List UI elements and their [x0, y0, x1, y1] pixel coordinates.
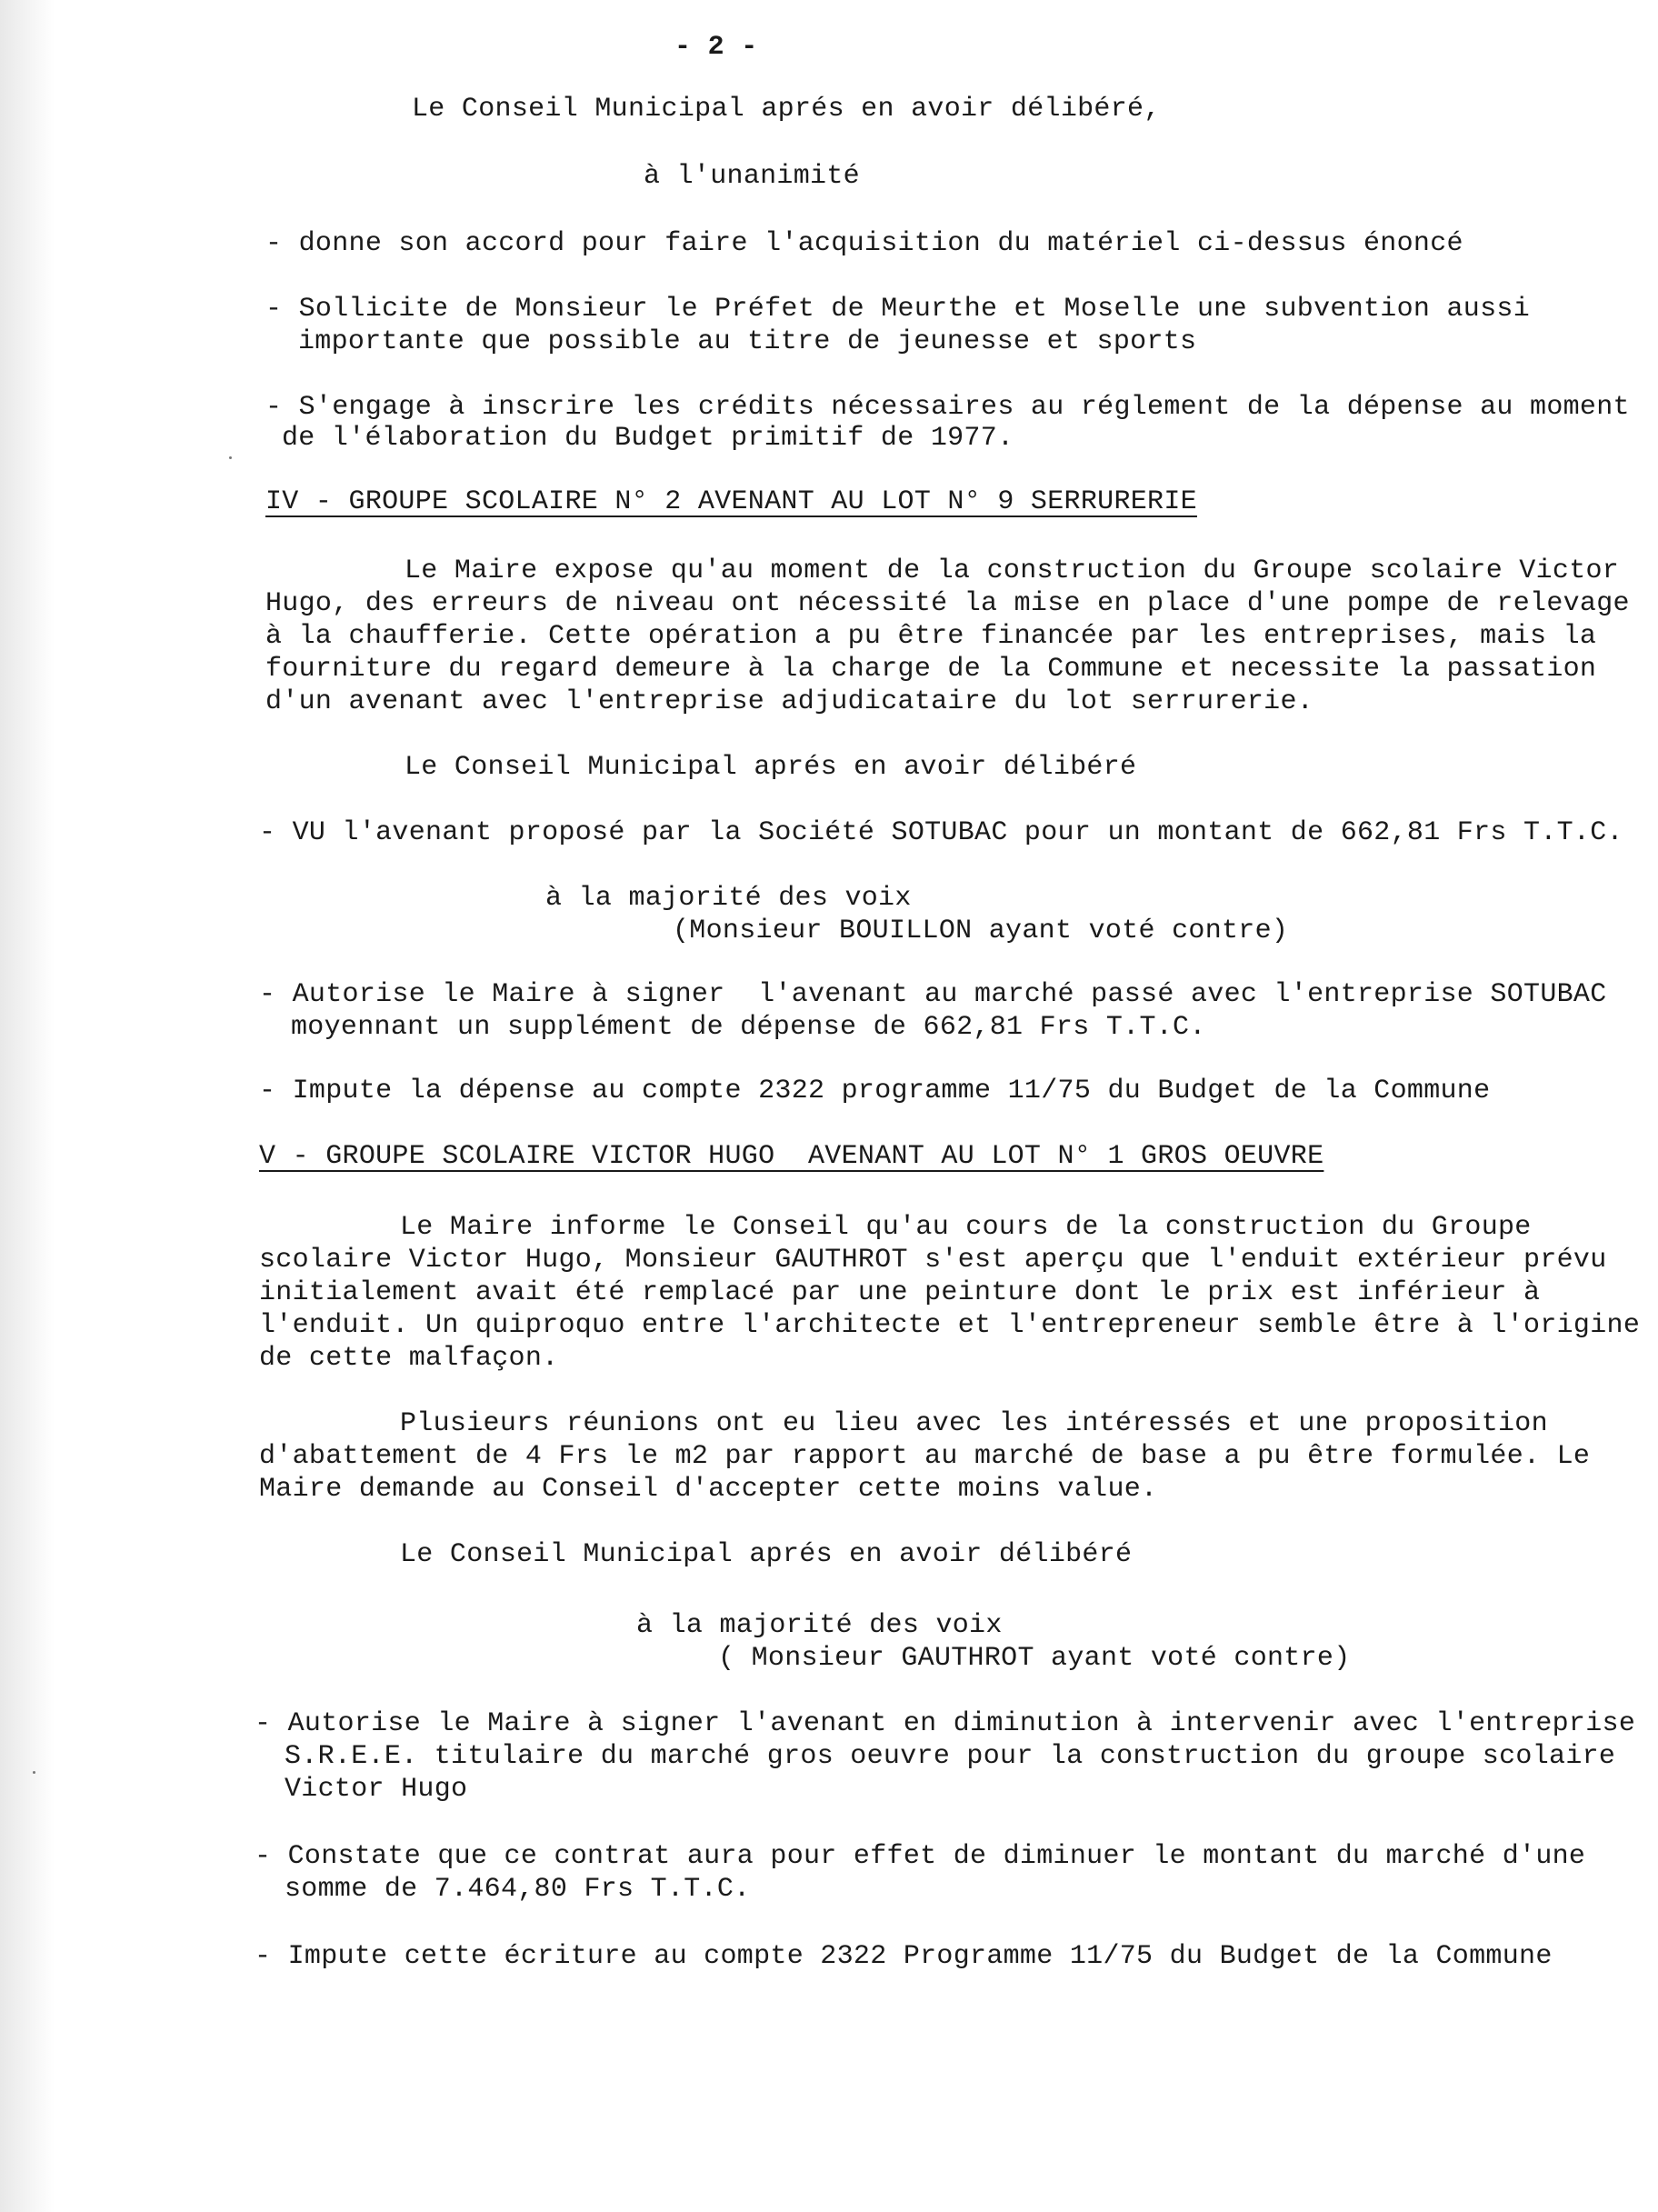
text-line: à la chaufferie. Cette opération a pu être financée par les entreprises, mais la	[265, 621, 1597, 652]
text-line: Le Maire informe le Conseil qu'au cours de la construction du Groupe	[400, 1212, 1532, 1243]
text-line: à la majorité des voix	[545, 883, 912, 914]
list-item: - donne son accord pour faire l'acquisition du matériel ci-dessus énoncé	[265, 228, 1463, 259]
list-item: - S'engage à inscrire les crédits nécessaires au réglement de la dépense au moment	[265, 392, 1630, 423]
page-number: - 2 -	[674, 32, 758, 63]
list-item: - Impute cette écriture au compte 2322 Programme 11/75 du Budget de la Commune	[255, 1941, 1553, 1972]
text-line: initialement avait été remplacé par une peinture dont le prix est inférieur à	[259, 1277, 1541, 1308]
text-line: S.R.E.E. titulaire du marché gros oeuvre pour la construction du groupe scolaire	[285, 1741, 1616, 1772]
list-item: - Autorise le Maire à signer l'avenant au marché passé avec l'entreprise SOTUBAC	[259, 979, 1607, 1010]
text-line: l'enduit. Un quiproquo entre l'architecte et l'entrepreneur semble être à l'origine	[259, 1310, 1641, 1341]
text-line: Victor Hugo	[285, 1774, 468, 1805]
text-line: Le Conseil Municipal aprés en avoir délibéré	[400, 1539, 1133, 1570]
text-line: moyennant un supplément de dépense de 662,81 Frs T.T.C.	[291, 1012, 1206, 1043]
text-line: ( Monsieur GAUTHROT ayant voté contre)	[718, 1643, 1351, 1674]
text-line: importante que possible au titre de jeunesse et sports	[298, 326, 1197, 357]
text-line: Le Maire expose qu'au moment de la construction du Groupe scolaire Victor	[405, 556, 1620, 586]
text-line: Le Conseil Municipal aprés en avoir délibéré	[405, 752, 1137, 783]
text-line: (Monsieur BOUILLON ayant voté contre)	[673, 916, 1289, 946]
text-line: scolaire Victor Hugo, Monsieur GAUTHROT s'est aperçu que l'enduit extérieur prévu	[259, 1245, 1607, 1276]
text-line: Hugo, des erreurs de niveau ont nécessité la mise en place d'une pompe de relevage	[265, 588, 1630, 619]
text-line: de cette malfaçon.	[259, 1343, 559, 1374]
text-line: Le Conseil Municipal aprés en avoir délibéré,	[412, 94, 1161, 125]
list-item: - Autorise le Maire à signer l'avenant en diminution à intervenir avec l'entreprise	[255, 1708, 1636, 1739]
scan-speck	[229, 456, 232, 459]
text-line: à l'unanimité	[644, 161, 860, 192]
text-line: Plusieurs réunions ont eu lieu avec les intéressés et une proposition	[400, 1408, 1548, 1439]
text-line: d'abattement de 4 Frs le m2 par rapport au marché de base a pu être formulée. Le	[259, 1441, 1591, 1472]
list-item: - Constate que ce contrat aura pour effet de diminuer le montant du marché d'une	[255, 1841, 1586, 1872]
list-item: - Sollicite de Monsieur le Préfet de Meurthe et Moselle une subvention aussi	[265, 294, 1531, 325]
text-line: somme de 7.464,80 Frs T.T.C.	[285, 1874, 751, 1905]
text-line: à la majorité des voix	[636, 1610, 1003, 1641]
list-item: - VU l'avenant proposé par la Société SOTUBAC pour un montant de 662,81 Frs T.T.C.	[259, 817, 1623, 848]
text-line: d'un avenant avec l'entreprise adjudicataire du lot serrurerie.	[265, 686, 1314, 717]
section-heading: V - GROUPE SCOLAIRE VICTOR HUGO AVENANT AU LOT N° 1 GROS OEUVRE	[259, 1141, 1324, 1172]
section-heading: IV - GROUPE SCOLAIRE N° 2 AVENANT AU LOT N° 9 SERRURERIE	[265, 486, 1197, 517]
text-line: Maire demande au Conseil d'accepter cette moins value.	[259, 1474, 1158, 1505]
scan-speck	[33, 1771, 35, 1774]
text-line: de l'élaboration du Budget primitif de 1977.	[282, 423, 1014, 454]
text-line: fourniture du regard demeure à la charge de la Commune et necessite la passation	[265, 654, 1597, 685]
list-item: - Impute la dépense au compte 2322 programme 11/75 du Budget de la Commune	[259, 1076, 1491, 1106]
